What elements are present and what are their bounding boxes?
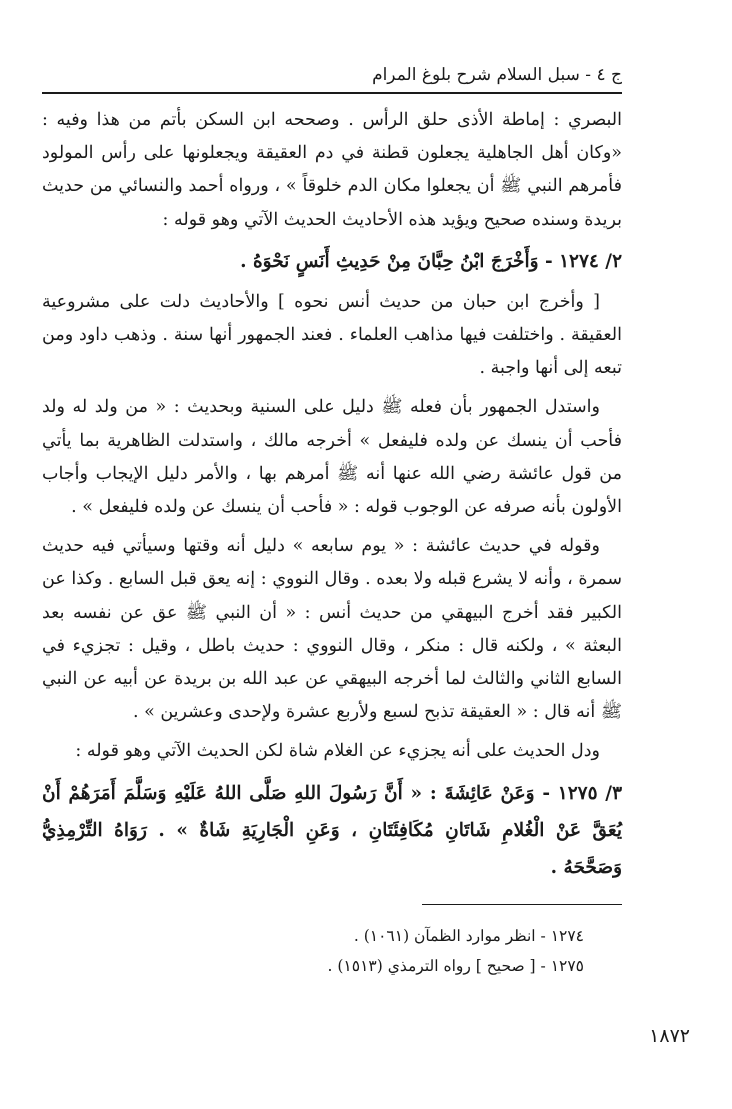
hadith-text: ٢/ ١٢٧٤ - وَأَخْرَجَ ابْنُ حِبَّانَ مِنْ حَدِيثِ أَنَسٍ نَحْوَهُ . <box>240 250 622 272</box>
book-page <box>42 58 622 981</box>
footnote: ١٢٧٤ - انظر موارد الظمآن (١٠٦١) . <box>353 926 584 945</box>
footnote: ١٢٧٥ - [ صحيح ] رواه الترمذي (١٥١٣) . <box>327 956 584 975</box>
header-divider <box>42 92 622 94</box>
hadith-text: ٣/ ١٢٧٥ - وَعَنْ عَائِشَةَ : « أَنَّ رَسُولَ اللهِ صَلَّى اللهُ عَلَيْهِ وَسَلَّمَ أَمَرَهُمْ أَنْ يُعَقَّ عَنْ الْغُلامِ شَاتَانِ مُكَافِئَتَانِ ، وَعَنِ الْجَارِيَةِ شَاةٌ » . رَوَاهُ التِّرْمِذِيُّ وَصَحَّحَهُ . <box>42 782 622 878</box>
commentary-paragraph: وقوله في حديث عائشة : « يوم سابعه » دليل أنه وقتها وسيأتي فيه حديث سمرة ، وأنه لا يشرع قبله ولا بعده . وقال النووي : إنه يعق قبل السابع . وكذا عن الكبير فقد أخرج البيهقي من حديث أنس : « أن النبي ﷺ عق عن نفسه بعد البعثة » ، ولكنه قال : منكر ، وقال النووي : حديث باطل ، وقيل : تجزيء في السابع الثاني والثالث لما أخرجه البيهقي عن عبد الله بن بريدة عن أبيه عن النبي ﷺ أنه قال : « العقيقة تذبح لسبع ولأربع عشرة ولإحدى وعشرين » . <box>42 536 622 723</box>
commentary-paragraph: واستدل الجمهور بأن فعله ﷺ دليل على السنية وبحديث : « من ولد له ولد فأحب أن ينسك عن ولده فليفعل » أخرجه مالك ، واستدلت الظاهرية بما يأتي من قول عائشة رضي الله عنها أنه ﷺ أمرهم بها ، والأمر دليل الإيجاب وأجاب الأولون بأنه صرفه عن الوجوب قوله : « فأحب أن ينسك عن ولده فليفعل » . <box>42 397 622 518</box>
footnote-divider <box>422 904 622 905</box>
running-header: ج ٤ - سبل السلام شرح بلوغ المرام <box>372 65 622 85</box>
commentary-paragraph: ودل الحديث على أنه يجزيء عن الغلام شاة لكن الحديث الآتي وهو قوله : <box>75 741 600 762</box>
commentary-paragraph: [ وأخرج ابن حبان من حديث أنس نحوه ] والأحاديث دلت على مشروعية العقيقة . واختلفت فيها مذاهب العلماء . فعند الجمهور أنها سنة . وذهب داود ومن تبعه إلى أنها واجبة . <box>42 291 622 379</box>
commentary-paragraph: البصري : إماطة الأذى حلق الرأس . وصححه ابن السكن بأتم من هذا وفيه : «وكان أهل الجاهلية يجعلون قطنة في دم العقيقة ويجعلونها على رأس المولود فأمرهم النبي ﷺ أن يجعلوا مكان الدم خلوقاً » ، ورواه أحمد والنسائي من حديث بريدة وسنده صحيح ويؤيد هذه الأحاديث الحديث الآتي وهو قوله : <box>42 110 622 230</box>
page-number: ١٨٧٢ <box>649 1025 690 1047</box>
